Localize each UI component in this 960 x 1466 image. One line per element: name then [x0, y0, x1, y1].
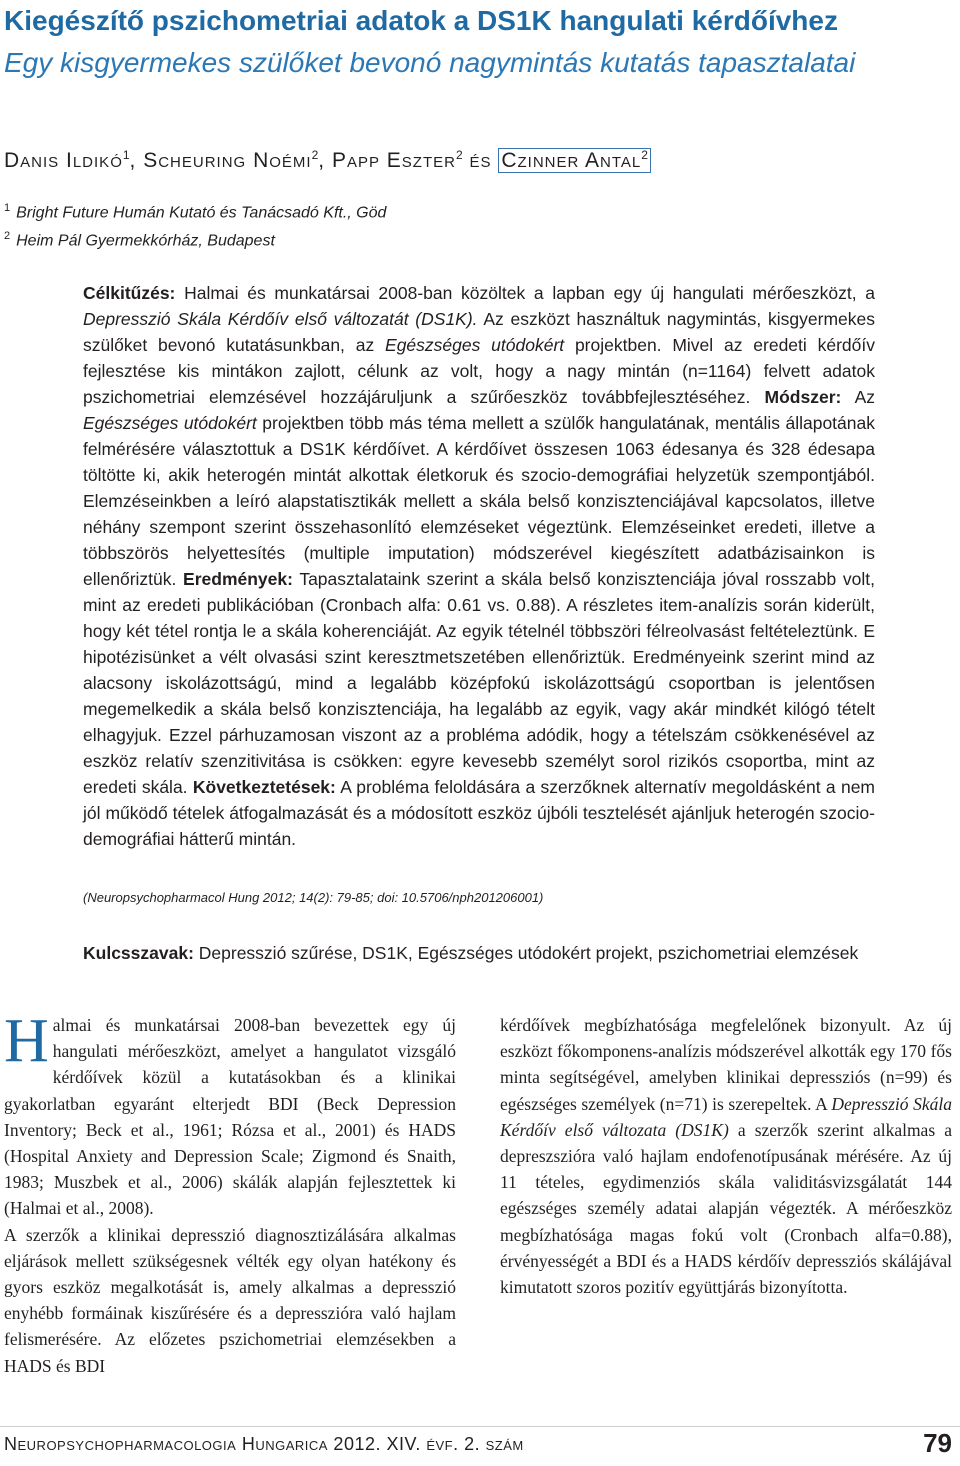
affiliation-2	[4, 224, 275, 253]
abstract-italic: Egészséges utódokért	[385, 335, 565, 355]
method-label: Módszer:	[764, 387, 842, 407]
author-affiliation-mark: 1	[122, 148, 130, 162]
body-paragraph: kérdőívek megbízhatósága megfelelőnek bizonyult. Az új eszközt főkomponens-analízis módszerével alkották egy 170 fős minta segítségével, amelyben klinikai depressziós (n=99) és egészséges személyek (n=71) is szerepeltek. A	[500, 1015, 952, 1114]
author-name: Danis Ildikó	[4, 149, 123, 172]
abstract-text: projektben több más téma mellett a szülők hangulatának, mentális állapotának felmérésére választottuk a DS1K kérdőívet. A kérdőívet összesen 1063 édesanya és 328 édesapa töltötte ki, akik heterogén mintát alkottak életkoruk és szocio-demográfiai helyzetük szempontjából. Elemzéseinkben a leíró alapstatisztikák mellett a skála belső konzisztenciájával kapcsolatos, illetve néhány szempont szerint összehasonlító elemzéseket végeztünk. Elemzéseinket eredeti, illetve a többszörös helyettesítés (multiple imputation) módszerével kiegészített adatbázisainkon is ellenőriztük.	[83, 413, 875, 589]
affiliation-text: Bright Future Humán Kutató és Tanácsadó Kft., Göd	[16, 204, 387, 222]
affiliation-1	[4, 196, 386, 225]
author-affiliation-mark: 2	[311, 148, 319, 162]
abstract-italic: Egészséges utódokért	[83, 413, 257, 433]
author-name: Scheuring Noémi	[143, 149, 312, 172]
body-italic: Depresszió Skála Kérdőív első változata (DS1K)	[500, 1093, 952, 1140]
objective-label: Célkitűzés:	[83, 283, 176, 303]
abstract-text: A probléma feloldására a szerzőknek alternatív megoldásként a nem jól működő tételek átfogalmazását és a módosított eszköz újbóli tesztelését ajánljuk heterogén szocio-demográfiai hátterű mintán.	[83, 777, 875, 849]
author-separator: ,	[318, 149, 332, 172]
keywords-text: Depresszió szűrése, DS1K, Egészséges utódokért projekt, pszichometriai elemzések	[193, 943, 859, 963]
affiliation-mark: 1	[4, 202, 11, 214]
author-list	[4, 140, 651, 176]
body-column-right	[500, 1012, 952, 1300]
footer-divider	[0, 1426, 960, 1427]
affiliation-text: Heim Pál Gyermekkórház, Budapest	[16, 232, 275, 250]
results-label: Eredmények:	[183, 569, 293, 589]
abstract-text: projektben. Mivel az eredeti kérdőív fejlesztése kis mintákon zajlott, célunk az volt, hogy a nagy mintán (n=1164) felvett adatok pszichometriai elemzésével hozzájáruljunk a szűrőeszköz továbbfejlesztéséhez.	[83, 335, 875, 407]
page-number: 79	[923, 1428, 952, 1458]
abstract-text: Tapasztalataink szerint a skála belső konzisztenciája jóval rosszabb volt, mint az eredeti publikációban (Cronbach alfa: 0.61 vs. 0.88). A részletes item-analízis során kiderült, hogy két tétel rontja le a skála koherenciáját. Az egyik tételnél többszöri félreolvasást feltételeztünk. E hipotézisünket a vélt olvasási szint keresztmetszetében ellenőriztük. Eredményeink szerint mind az alacsony iskolázottságú, mind a legalább középfokú iskolázottságú csoportban is jelentősen megemelkedik a skála belső konzisztenciája, ha legalább az egyik, vagy akár mindkét kilógó tételt elhagyjuk. Ezzel párhuzamosan viszont az a probléma adódik, hogy a tételszám csökkenésével az eszköz relatív szenzitivitása is csökken: egyre kevesebb személyt sorol rizikós csoportba, mint az eredeti skála.	[83, 569, 875, 797]
abstract-text: Halmai és munkatársai 2008-ban közöltek a lapban egy új hangulati mérőeszközt, a	[175, 283, 875, 303]
author-separator: és	[462, 149, 499, 172]
article-title: Kiegészítő pszichometriai adatok a DS1K hangulati kérdőívhez	[4, 5, 838, 36]
affiliation-mark: 2	[4, 230, 11, 242]
keywords	[83, 940, 883, 966]
journal-footer: Neuropsychopharmacologia Hungarica 2012. XIV. évf. 2. szám	[4, 1434, 524, 1454]
author-separator: ,	[129, 149, 144, 172]
author-name-highlighted[interactable]	[498, 148, 651, 173]
abstract-text: Az	[841, 387, 875, 407]
author-affiliation-mark: 2	[455, 148, 463, 162]
body-paragraph: almai és munkatársai 2008-ban bevezettek egy új hangulati mérőeszközt, amelyet a hangulatot vizsgáló kérdőívek közül a kutatásokban és a klinikai gyakorlatban egyaránt elterjedt BDI (Beck Depression Inventory; Beck et al., 1961; Rózsa et al., 2001) és HADS (Hospital Anxiety and Depression Scale; Zigmond és Snaith, 1983; Muszbek et al., 2006) skálák alapján fejlesztettek ki (Halmai et al., 2008).	[4, 1015, 456, 1219]
author-name: Papp Eszter	[331, 149, 456, 172]
drop-cap: H	[4, 1007, 49, 1075]
citation: (Neuropsychopharmacol Hung 2012; 14(2): 79-85; doi: 10.5706/nph201206001)	[83, 890, 544, 905]
body-column-left	[4, 1007, 456, 1379]
article-subtitle: Egy kisgyermekes szülőket bevonó nagymintás kutatás tapasztalatai	[4, 47, 856, 78]
body-paragraph: A szerzők a klinikai depresszió diagnosztizálására alkalmas eljárások mellett szükségesnek vélték egy olyan hatékony és gyors eszköz megalkotását is, amely alkalmas a depresszió enyhébb formáinak kiszűrésére és a depresszióra való hajlam felismerésére. Az előzetes pszichometriai elemzésekben a HADS és BDI	[4, 1224, 456, 1376]
keywords-label: Kulcsszavak:	[83, 943, 194, 963]
abstract-italic: Depresszió Skála Kérdőív első változatát (DS1K).	[83, 309, 478, 329]
abstract	[83, 280, 875, 852]
conclusions-label: Következtetések:	[192, 777, 336, 797]
body-paragraph: a szerzők szerint alkalmas a depreszszióra való hajlam endofenotípusának mérésére. Az új 11 tételes, egydimenziós skála validitásvizsgálatát 144 egészséges személy adatai alapján végezték. A mérőeszköz megbízhatósága magas fokú volt (Cronbach alfa=0.88), érvényességét a BDI és a HADS kérdőív depressziós skálájával kimutatott szoros pozitív együttjárás bizonyította.	[500, 1119, 952, 1298]
abstract-text: Az eszközt használtuk nagymintás, kisgyermekes szülőket bevonó kutatásunkban, az	[83, 309, 875, 355]
author-name: Czinner Antal	[501, 149, 642, 172]
author-affiliation-mark: 2	[641, 148, 648, 162]
